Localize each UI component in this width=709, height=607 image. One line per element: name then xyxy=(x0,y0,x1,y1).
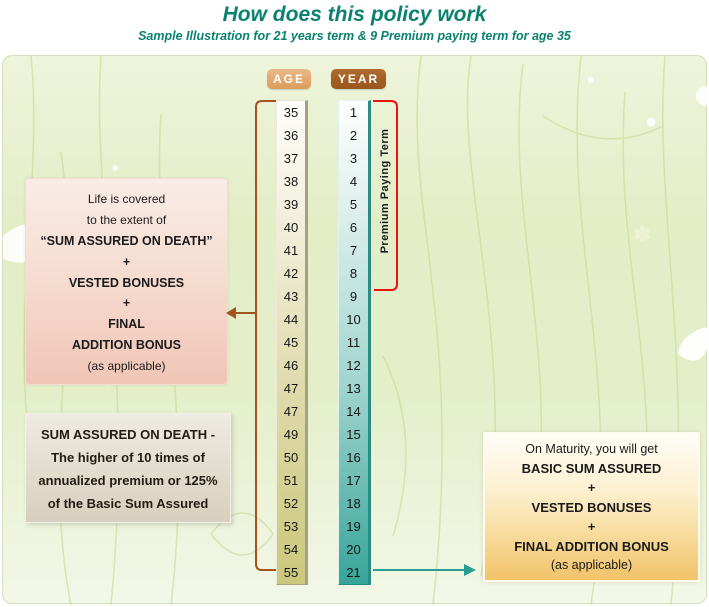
age-cell: 38 xyxy=(283,174,299,189)
age-cell: 49 xyxy=(283,427,299,442)
maturity-line: FINAL ADDITION BONUS xyxy=(514,538,669,554)
year-cell: 18 xyxy=(346,496,361,511)
age-cell: 44 xyxy=(283,312,299,327)
year-cell: 2 xyxy=(349,128,358,143)
year-cell: 8 xyxy=(349,266,358,281)
age-cell: 35 xyxy=(283,105,299,120)
year-cell: 16 xyxy=(346,450,361,465)
age-cell: 52 xyxy=(283,496,299,511)
age-cell: 40 xyxy=(283,220,299,235)
year-cell: 21 xyxy=(346,565,361,580)
page-subtitle: Sample Illustration for 21 years term & 9 Premium paying term for age 35 xyxy=(138,29,571,43)
death-benefit-box xyxy=(25,178,228,385)
age-column xyxy=(276,100,308,585)
maturity-line: On Maturity, you will get xyxy=(525,442,658,456)
year-column xyxy=(338,100,371,585)
maturity-line: (as applicable) xyxy=(550,558,633,572)
age-cell: 46 xyxy=(283,358,299,373)
age-cell: 42 xyxy=(283,266,299,281)
death-benefit-line: VESTED BONUSES xyxy=(68,275,185,290)
sum-assured-line: of the Basic Sum Assured xyxy=(47,496,209,511)
age-cell: 55 xyxy=(283,565,299,580)
year-cell: 14 xyxy=(346,404,361,419)
age-cell: 39 xyxy=(283,197,299,212)
plus-sign: + xyxy=(122,296,131,311)
plus-sign: + xyxy=(122,254,131,269)
maturity-line: BASIC SUM ASSURED xyxy=(521,460,662,476)
age-cell: 43 xyxy=(283,289,299,304)
svg-text:✽: ✽ xyxy=(633,223,652,248)
age-cell: 45 xyxy=(283,335,299,350)
age-cell: 37 xyxy=(283,151,299,166)
maturity-line: VESTED BONUSES xyxy=(531,499,652,515)
age-cell: 36 xyxy=(283,128,299,143)
death-benefit-line: ADDITION BONUS xyxy=(71,338,182,353)
death-benefit-line: to the extent of xyxy=(86,212,167,227)
death-benefit-line: Life is covered xyxy=(87,192,166,206)
year-cell: 13 xyxy=(346,381,361,396)
age-cell: 41 xyxy=(283,243,299,258)
page-title: How does this policy work xyxy=(222,3,487,26)
year-cell: 1 xyxy=(349,105,358,120)
age-cell: 47 xyxy=(283,381,299,396)
sum-assured-line: The higher of 10 times of xyxy=(51,450,205,465)
year-cell: 9 xyxy=(349,289,358,304)
plus-sign: + xyxy=(587,519,596,534)
year-cell: 19 xyxy=(346,519,361,534)
year-cell: 15 xyxy=(346,427,361,442)
year-cell: 11 xyxy=(346,335,361,350)
premium-paying-term-label: Premium Paying Term xyxy=(379,128,391,254)
year-cell: 17 xyxy=(346,473,361,488)
death-benefit-line: “SUM ASSURED ON DEATH” xyxy=(40,233,213,248)
death-benefit-line: (as applicable) xyxy=(87,359,166,373)
sum-assured-line: SUM ASSURED ON DEATH - xyxy=(40,427,216,442)
year-cell: 10 xyxy=(346,312,361,327)
year-cell: 4 xyxy=(349,174,358,189)
age-cell: 51 xyxy=(283,473,299,488)
age-cell: 47 xyxy=(283,404,299,419)
sum-assured-line: annualized premium or 125% xyxy=(38,473,218,488)
age-cell: 50 xyxy=(283,450,299,465)
age-cell: 53 xyxy=(283,519,299,534)
maturity-benefit-box xyxy=(483,432,700,582)
age-cell: 54 xyxy=(283,542,299,557)
death-benefit-line: FINAL xyxy=(108,317,145,332)
year-cell: 7 xyxy=(349,243,358,258)
year-cell: 5 xyxy=(349,197,358,212)
age-column-header: AGE xyxy=(267,69,311,89)
year-cell: 3 xyxy=(349,151,358,166)
year-cell: 12 xyxy=(346,358,361,373)
plus-sign: + xyxy=(587,480,596,495)
sum-assured-definition-box xyxy=(25,413,231,523)
year-column-header: YEAR xyxy=(331,69,386,89)
year-cell: 6 xyxy=(349,220,358,235)
year-cell: 20 xyxy=(346,542,361,557)
